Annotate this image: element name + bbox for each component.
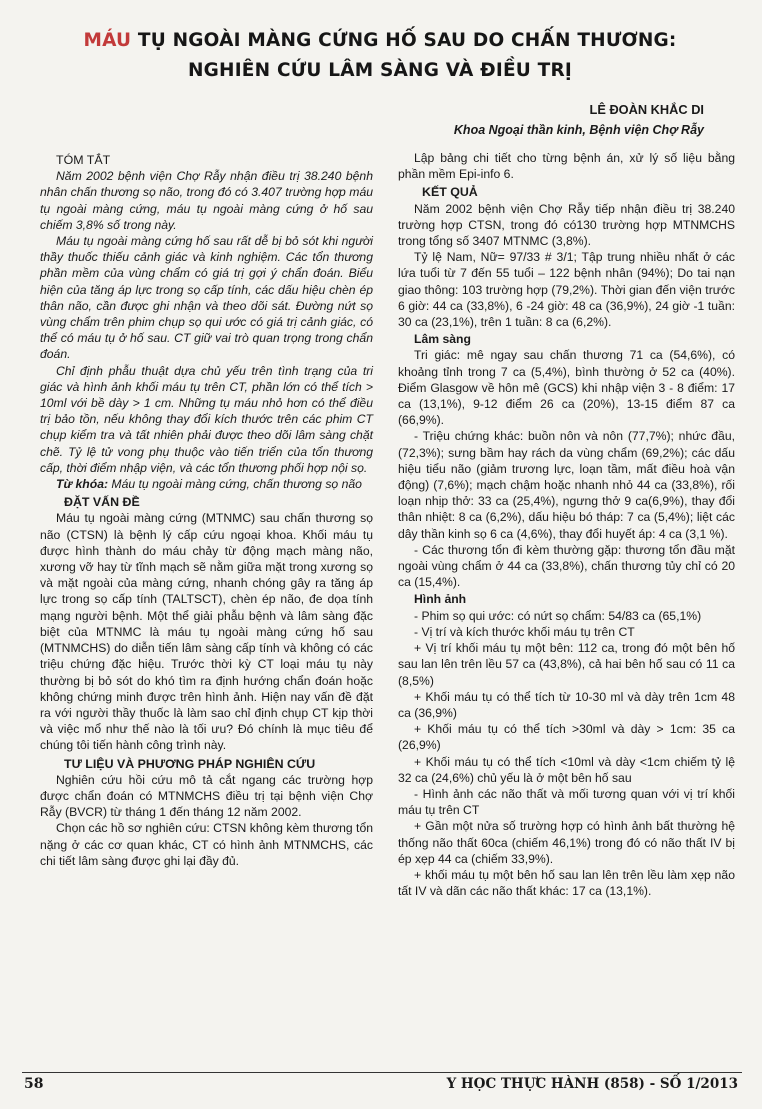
right-column (398, 150, 735, 899)
imaging-item: - Vị trí và kích thước khối máu tụ trên CT (414, 624, 635, 639)
page-number: 58 (24, 1076, 44, 1092)
intro-paragraph: Máu tụ ngoài màng cứng (MTNMC) sau chấn thương sọ não (CTSN) là bệnh lý cấp cứu ngoại khoa. Khối máu tụ được hình thành do máu chảy từ động mạch màng não, xương vỡ hay từ tĩnh mạch sẽ nằm giữa mặt trong xương sọ và mặt ngoài của màng cứng, nhanh chóng gây ra tăng áp lực trong sọ cấp tính (TALTSCT), chèn ép não, đe dọa tính mạng người bệnh. Một thể giải phẫu bệnh và lâm sàng đặc biệt của MTNMC là máu tụ ngoài màng cứng hố sau (MTNMCHS) do diễn tiến lâm sàng cấp tính và không có các triệu chứng đặc hiệu. Trước thời kỳ CT loại máu tụ này thường bị bỏ sót do khó tìm ra định hướng chẩn đoán hoặc không chứng minh được trên hình ảnh. Hiện nay vấn đề đặt ra với người thầy thuốc là làm sao chỉ định chụp CT kịp thời và việc mổ như thế nào là tối ưu? Đó chính là mục tiêu để chúng tôi tiến hành công trình này. (40, 511, 373, 753)
title-line-1: TỤ NGOÀI MÀNG CỨNG HỐ SAU DO CHẤN THƯƠNG: (131, 30, 677, 51)
keywords-label: Từ khóa: (56, 477, 109, 492)
methods-paragraph: Chọn các hồ sơ nghiên cứu: CTSN không kèm thương tổn nặng ở các cơ quan khác, CT có hình ảnh MTNMCHS, các chi tiết lâm sàng được ghi lại đầy đủ. (40, 821, 373, 868)
imaging-item: + Gần một nửa số trường hợp có hình ảnh bất thường hệ thống não thất 60ca (chiếm 46,1%) trong đó có não thất IV bị ép xẹp 44 ca (chiếm 33,9%). (398, 819, 735, 866)
imaging-item: + Vị trí khối máu tụ một bên: 112 ca, trong đó một bên hố sau lan lên trên lều 57 ca (43,8%), cả hai bên hố sau có 11 ca (8,5%) (398, 641, 735, 688)
results-paragraph: Tỷ lệ Nam, Nữ= 97/33 # 3/1; Tập trung nhiều nhất ở các lứa tuổi từ 7 đến 55 tuổi – 122 bệnh nhân (94%); Do tai nạn giao thông: 103 trường hợp (79,2%). Thời gian đến viện trước 6 giờ: 44 ca (33,8%), 6 -24 giờ: 48 ca (36,9%), 24 giờ -1 tuần: 30 ca (23,1%), trên 1 tuần: 8 ca (6,2%). (398, 250, 735, 330)
journal-name: Y HỌC THỰC HÀNH (858) - SỐ 1/2013 (446, 1076, 738, 1092)
epi-paragraph: Lập bảng chi tiết cho từng bệnh án, xử lý số liệu bằng phần mềm Epi-info 6. (398, 151, 735, 182)
imaging-item: + Khối máu tụ có thể tích từ 10-30 ml và dày trên 1cm 48 ca (36,9%) (398, 689, 735, 720)
clinical-paragraph: - Các thương tổn đi kèm thường gặp: thương tổn đầu mặt ngoài vùng chẩm ở 44 ca (33,8%), chấn thương tủy chỉ có 20 ca (15,4%). (398, 542, 735, 590)
summary-paragraph: Năm 2002 bệnh viện Chợ Rẫy nhận điều trị 38.240 bệnh nhân chấn thương sọ não, trong đó có 3.407 trường hợp máu tụ ngoài màng cứng, máu tụ ngoài màng cứng ở hố sau chiếm 3,8% số trong này. (40, 169, 373, 232)
clinical-paragraph: Tri giác: mê ngay sau chấn thương 71 ca (54,6%), có khoảng tỉnh trong 7 ca (5,4%), bình thường ở 52 ca (40%). Điểm Glasgow về hôn mê (GCS) khi nhập viện 3 - 8 điểm: 17 ca (13,1%), 9-12 điểm 26 ca (20%), 13-15 điểm 87 ca (66,9%). (398, 348, 735, 428)
left-column (40, 150, 373, 869)
abstract-section (40, 152, 373, 492)
summary-paragraph: Máu tụ ngoài màng cứng hố sau rất dễ bị bỏ sót khi người thầy thuốc thiếu cảnh giác và kinh nghiệm. Các tổn thương phần mềm của vùng chẩm có giá trị gợi ý chẩn đoán. Biểu hiện của tăng áp lực trong sọ cấp tính, các dấu hiệu chèn ép thân não, cần được ghi nhận và theo dõi sát. Đường nứt sọ vùng chẩm trên phim chụp sọ qui ước có giá trị cảnh giác, có thể có máu tụ ở hố sau. CT giữ vai trò quan trọng trong chẩn đoán. (40, 234, 373, 362)
title-line-2: NGHIÊN CỨU LÂM SÀNG VÀ ĐIỀU TRỊ (187, 60, 573, 81)
imaging-item: - Phim sọ qui ước: có nứt sọ chẩm: 54/83 ca (65,1%) (414, 608, 702, 623)
clinical-paragraph: - Triệu chứng khác: buồn nôn và nôn (77,7%); nhức đầu, (72,3%); sưng bầm hay rách da vùng chẩm (69,2%); các dấu hiệu tiểu não (giảm trương lực, loạn tầm, mất điều hoà vận động) (7,6%); mạch chậm hoặc nhanh nhỏ 44 ca (33,8%), rối loạn nhịp thở: 33 ca (25,4%), ngưng thở 9 ca(6,9%), thay đổi thân nhiệt: 8 ca (6,2%), dấu hiệu bó tháp: 7 ca (5,4%); liệt các dây thần kinh sọ 6 ca (4,6%), thay đổi huyết áp: 4 ca (3,1 %). (398, 429, 735, 541)
title-accent-word: MÁU (83, 30, 132, 51)
article-title (60, 26, 700, 86)
author-name: LÊ ĐOÀN KHẮC DI (589, 102, 704, 117)
author-affiliation: Khoa Ngoại thần kinh, Bệnh viện Chợ Rẫy (453, 123, 704, 137)
imaging-item: + Khối máu tụ có thể tích <10ml và dày <1cm chiếm tỷ lệ 32 ca (24,6%) chủ yếu là ở một bên hố sau (398, 754, 735, 785)
summary-paragraph: Chỉ định phẫu thuật dựa chủ yếu trên tình trạng của tri giác và hình ảnh khối máu tụ trên CT, phần lớn có thể tích > 10ml với bề dày > 1 cm. Những tụ máu nhỏ hơn có thể điều trị bảo tồn, nếu không thay đổi kích thước trên các phim CT chụp kiểm tra và tất nhiên phải được theo dõi lâm sàng chặt chẽ. Tỷ lệ tử vong phụ thuộc vào tiến triển của tổn thương cấp, thời điểm nhập viện, và các tổn thương phối hợp nội sọ. (40, 363, 373, 475)
author-block (454, 100, 704, 140)
imaging-item: + khối máu tụ một bên hố sau lan lên trên lều làm xẹp não tất IV và dãn các não thất khác: 17 ca (13,1%). (398, 867, 735, 899)
keywords-line (40, 476, 373, 492)
results-paragraph: Năm 2002 bệnh viện Chợ Rẫy tiếp nhận điều trị 38.240 trường hợp CTSN, trong đó có130 trường hợp MTNMCHS trong tổng số 3407 MTNMC (3,8%). (398, 201, 735, 249)
imaging-item: + Khối máu tụ có thể tích >30ml và dày > 1cm: 35 ca (26,9%) (398, 722, 735, 753)
intro-heading: ĐẶT VẤN ĐỀ (64, 495, 140, 510)
methods-heading: TƯ LIỆU VÀ PHƯƠNG PHÁP NGHIÊN CỨU (64, 756, 316, 771)
clinical-heading: Lâm sàng (414, 332, 471, 347)
imaging-item: - Hình ảnh các não thất và mối tương quan với vị trí khối máu tụ trên CT (398, 786, 735, 818)
imaging-heading: Hình ảnh (414, 592, 467, 607)
footer-divider (22, 1072, 742, 1073)
results-heading: KẾT QUẢ (422, 185, 478, 200)
keywords-text: Máu tụ ngoài màng cứng, chấn thương sọ não (108, 477, 362, 492)
methods-paragraph: Nghiên cứu hồi cứu mô tả cắt ngang các trường hợp được chẩn đoán có MTNMCHS điều trị tại bệnh viện Chợ Rẫy (BVCR) từ tháng 1 đến tháng 12 năm 2002. (40, 772, 373, 820)
summary-heading: TÓM TẮT (56, 153, 111, 167)
